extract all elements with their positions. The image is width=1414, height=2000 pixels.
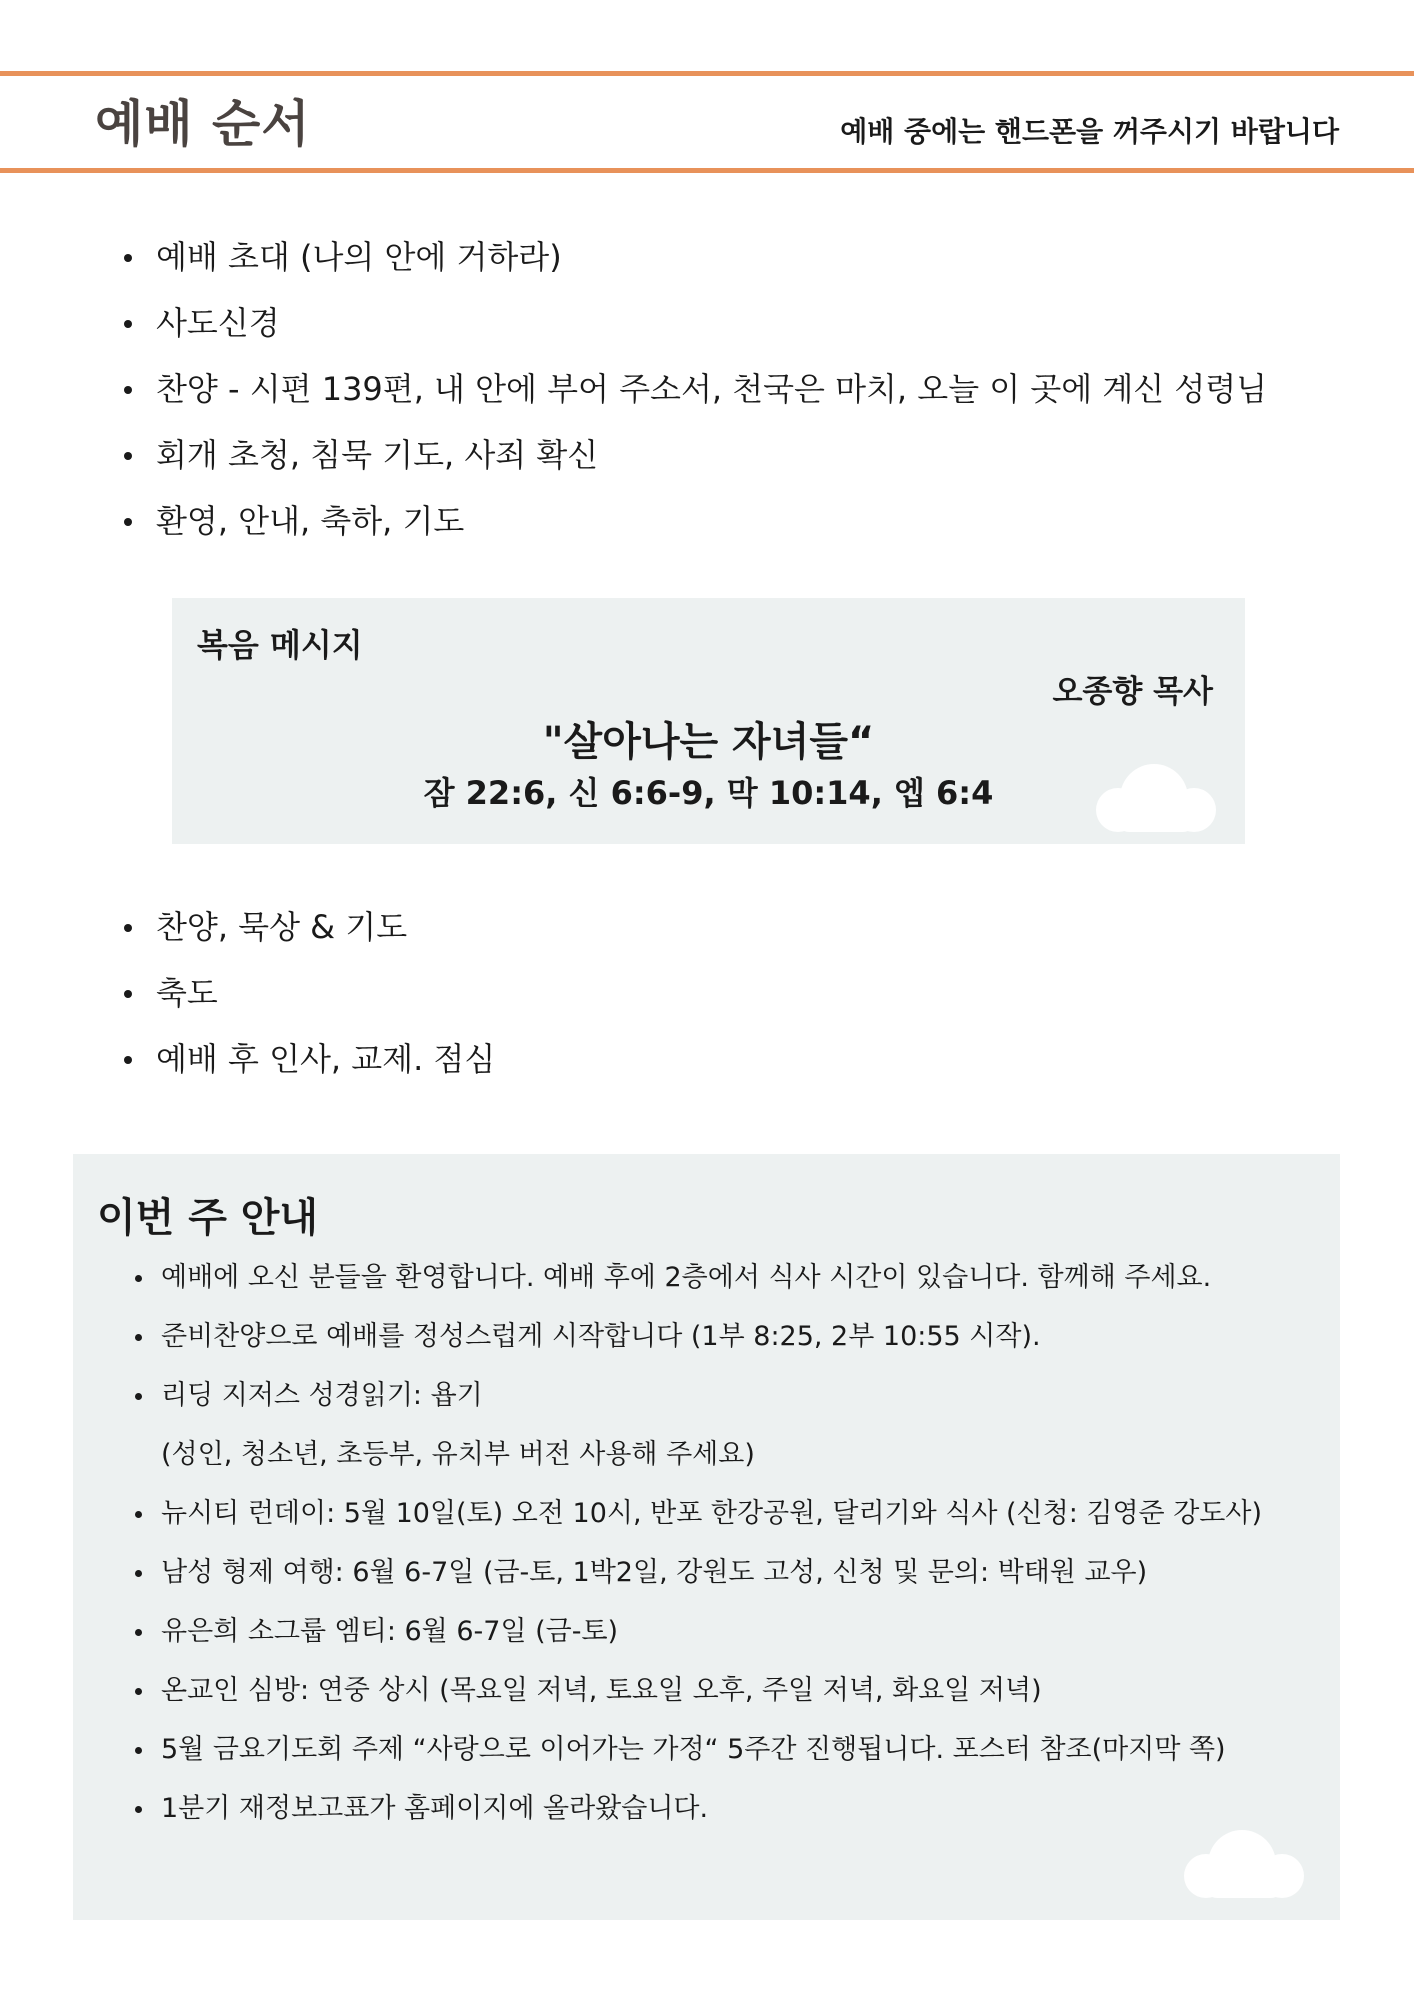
order-item: 찬양, 묵상 & 기도 xyxy=(120,894,495,960)
notice-item: 유은희 소그룹 엠티: 6월 6-7일 (금-토) xyxy=(131,1602,1262,1661)
cloud-icon xyxy=(1178,1826,1312,1900)
order-list-after xyxy=(120,894,495,1092)
order-item: 환영, 안내, 축하, 기도 xyxy=(120,488,1267,554)
pastor-name: 오종향 목사 xyxy=(1052,674,1213,710)
notice-title: 이번 주 안내 xyxy=(97,1195,319,1241)
notice-item: 온교인 심방: 연중 상시 (목요일 저녁, 토요일 오후, 주일 저녁, 화요일 저녁) xyxy=(131,1661,1262,1720)
cloud-icon xyxy=(1090,760,1224,834)
notice-item-continuation: (성인, 청소년, 초등부, 유치부 버전 사용해 주세요) xyxy=(161,1439,755,1470)
page-title: 예배 순서 xyxy=(95,95,311,153)
notice-list xyxy=(131,1248,1262,1838)
order-item: 회개 초청, 침묵 기도, 사죄 확신 xyxy=(120,422,1267,488)
sermon-verses: 잠 22:6, 신 6:6-9, 막 10:14, 엡 6:4 xyxy=(423,774,994,812)
phone-notice: 예배 중에는 핸드폰을 꺼주시기 바랍니다 xyxy=(840,115,1339,148)
gospel-label: 복음 메시지 xyxy=(197,626,363,664)
order-item: 찬양 - 시편 139편, 내 안에 부어 주소서, 천국은 마치, 오늘 이 곳에 계신 성령님 xyxy=(120,356,1267,422)
header-bottom-rule xyxy=(0,168,1414,173)
sermon-title: "살아나는 자녀들“ xyxy=(542,719,875,765)
notice-item: 리딩 지저스 성경읽기: 욥기 xyxy=(131,1366,1262,1425)
order-item: 예배 후 인사, 교제. 점심 xyxy=(120,1026,495,1092)
order-list-before xyxy=(120,224,1267,554)
notice-item: 남성 형제 여행: 6월 6-7일 (금-토, 1박2일, 강원도 고성, 신청 및 문의: 박태원 교우) xyxy=(131,1543,1262,1602)
notice-item: 1분기 재정보고표가 홈페이지에 올라왔습니다. xyxy=(131,1779,1262,1838)
order-item: 사도신경 xyxy=(120,290,1267,356)
weekly-notice-box xyxy=(73,1154,1340,1920)
notice-item: 5월 금요기도회 주제 “사랑으로 이어가는 가정“ 5주간 진행됩니다. 포스터 참조(마지막 쪽) xyxy=(131,1720,1262,1779)
gospel-message-box xyxy=(172,598,1245,844)
order-item: 축도 xyxy=(120,960,495,1026)
notice-item: 뉴시티 런데이: 5월 10일(토) 오전 10시, 반포 한강공원, 달리기와 식사 (신청: 김영준 강도사) xyxy=(131,1484,1262,1543)
order-item: 예배 초대 (나의 안에 거하라) xyxy=(120,224,1267,290)
notice-item: 예배에 오신 분들을 환영합니다. 예배 후에 2층에서 식사 시간이 있습니다. 함께해 주세요. xyxy=(131,1248,1262,1307)
notice-item: 준비찬양으로 예배를 정성스럽게 시작합니다 (1부 8:25, 2부 10:55 시작). xyxy=(131,1307,1262,1366)
header-top-rule xyxy=(0,71,1414,76)
